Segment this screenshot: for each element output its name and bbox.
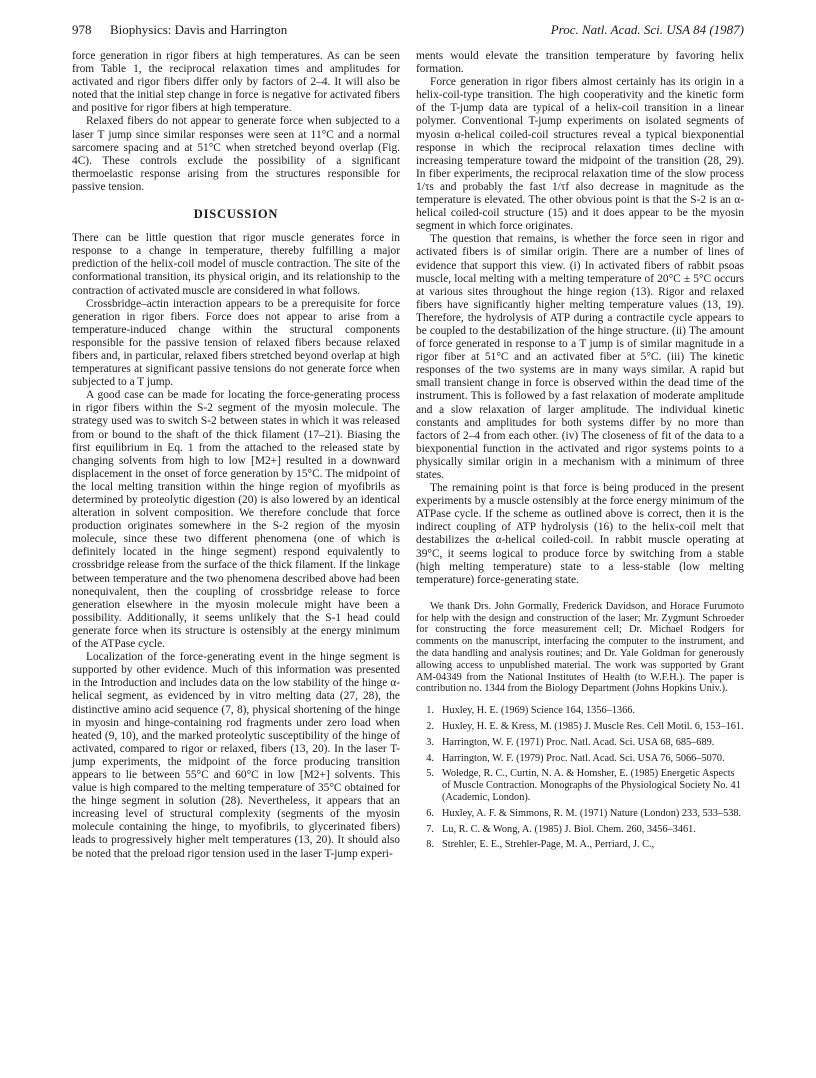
paragraph: ments would elevate the transition temperature by favoring helix formation. [416,50,744,76]
paragraph: A good case can be made for locating the force-generating process in rigor fibers within the S-2 segment of the myosin molecule. The strategy used was to switch S-2 between states in which it was released from or bound to the shaft of the thick filament (17–21). Biasing the first equilibrium in Eq. 1 from the attached to the released state by changing solvents from high to low [M2+] resulted in a downward displacement in the onset of force generation by 15°C. The midpoint of the local melting transition within the hinge region of myofibrils as determined by proteolytic digestion (20) is also lowered by an identical alteration in solvent composition. We therefore conclude that force production originates somewhere in the S-2 region of the myosin molecule, since these two different phenomena (one of which is definitely located in the hinge segment) respond equivalently to crossbridge release from the surface of the thick filament. If the linkage between temperature and the two phenomena described above had been nonequivalent, then the coupling of crossbridge release to force generation elsewhere in the myosin molecule might have been a possibility. Additionally, it seems unlikely that the S-1 head could generate force when its structure is ostensibly at the energy minimum of the ATPase cycle. [72,389,400,651]
acknowledgment: We thank Drs. John Gormally, Frederick Davidson, and Horace Furumoto for help with the design and construction of the laser; Mr. Zygmunt Schroeder for constructing the force measurement cell; Dr. Michael Rodgers for comments on the manuscript, interfacing the computer to the instrument, and the data handling and analysis routines; and Dr. Yale Goldman for generously allowing access to unpublished material. The work was supported by Grant AM-04349 from the National Institutes of Health (to W.F.H.). The paper is contribution no. 1344 from the Biology Department (Johns Hopkins Univ.). [416,600,744,695]
paragraph: force generation in rigor fibers at high temperatures. As can be seen from Table 1, the reciprocal relaxation times and amplitudes for activated and rigor fibers differ only by factors of 2–4. It will also be noted that the initial step change in force is negative for activated fibers and positive for rigor fibers at high temperature. [72,50,400,115]
journal-citation: Proc. Natl. Acad. Sci. USA 84 (1987) [550,22,744,37]
page-number: 978 [72,22,92,37]
reference-item: 4. Harrington, W. F. (1979) Proc. Natl. Acad. Sci. USA 76, 5066–5070. [426,752,725,764]
running-header [72,20,744,40]
paragraph: Relaxed fibers do not appear to generate force when subjected to a laser T jump since similar responses were seen at 11°C and a normal sarcomere spacing and at 51°C when stretched beyond overlap (Fig. 4C). These controls exclude the possibility of a significant thermoelastic response arising from the structures responsible for passive tension. [72,115,400,193]
reference-item: 7. Lu, R. C. & Wong, A. (1985) J. Biol. Chem. 260, 3456–3461. [426,823,696,835]
paragraph: The remaining point is that force is being produced in the present experiments by a muscle ostensibly at the force energy minimum of the ATPase cycle. If the scheme as outlined above is correct, then it is the indirect coupling of ATP hydrolysis (16) to the helix-coil melt that destabilizes the α-helical coiled-coil. In rabbit muscle operating at 39°C, it seems logical to produce force by switching from a stable (high melting temperature) state to a less-stable (low melting temperature) force-generating state. [416,482,744,586]
right-column [416,50,744,855]
reference-item: 1. Huxley, H. E. (1969) Science 164, 1356–1366. [426,705,635,717]
paragraph: The question that remains, is whether the force seen in rigor and activated fibers is of similar origin. There are a number of lines of evidence that support this view. (i) In activated fibers of rabbit psoas muscle, local melting with a melting temperature of 20°C ± 5°C occurs at various sites throughout the hinge region (13). Rigor and relaxed fibers have significantly higher melting temperature values (13, 19). Therefore, the hydrolysis of ATP during a contractile cycle appears to be coupled to the destabilization of the hinge structure. (ii) The amount of force generated in response to a T jump is of similar magnitude in a rigor fiber at 51°C and an activated fiber at 5°C. (iii) The kinetic responses of the two systems are in many ways similar. A rapid but small transient change in force is observed within the dead time of the instrument. This is followed by a fast relaxation of moderate amplitude and a slow relaxation of larger amplitude. The individual kinetic constants and amplitudes for both systems differ by no more than factors of 2–4 from each other. (iv) The closeness of fit of the data to a biexponential function in the activated and rigor systems points to a physically similar origin in a mechanism with a minimum of three states. [416,233,744,481]
paragraph: Localization of the force-generating event in the hinge segment is supported by other evidence. Much of this information was presented in the Introduction and includes data on the low stability of the hinge α-helical segment, as evidenced by in vitro melting data (27, 28), the distinctive amino acid sequence (7, 8), physical shortening of the hinge in myosin and hinge-containing rod fragments under zero load when heated (9, 10), and the marked proteolytic susceptibility of the hinge of activated, compared to rigor or relaxed, fibers (13, 20). In the laser T-jump experiments, the midpoint of the force producing transition appears to lie between 55°C and 60°C in low [M2+] solvents. This value is high compared to the melting temperature of 35°C obtained for the hinge segment in solution (28). Nevertheless, it appears that an increasing level of structural complexity (segments of the myosin molecule containing the hinge, to myofibrils, to glycerinated fibers) leads to progressively higher melt temperatures (13, 20). It should also be noted that the preload rigor tension used in the laser T-jump experi- [72,651,400,860]
paragraph: Force generation in rigor fibers almost certainly has its origin in a helix-coil-type transition. The high cooperativity and the kinetic form of the T-jump data are typical of a helix-coil transition in a linear polymer. Conventional T-jump experiments on isolated segments of myosin α-helical coiled-coil structures reveal a typical biexponential response in which the reciprocal relaxation times decline with increasing temperature toward the midpoint of the transition (28, 29). In fiber experiments, the reciprocal relaxation time of the slow process 1/τs and probably the fast 1/τf also decrease in magnitude as the temperature is elevated. The other obvious point is that the S-2 is an α-helical coiled-coil structure (15) and it does appear to be the myosin segment in which force originates. [416,76,744,233]
running-title: Biophysics: Davis and Harrington [110,22,288,37]
paragraph: There can be little question that rigor muscle generates force in response to a change in temperature, thereby fulfilling a major prediction of the helix-coil model of muscle contraction. The site of the conformational transition, its physical origin, and its relationship to the contraction of activated muscle are considered in what follows. [72,232,400,297]
reference-list [416,705,744,851]
left-column [72,50,400,861]
reference-item: 3. Harrington, W. F. (1971) Proc. Natl. Acad. Sci. USA 68, 685–689. [426,736,715,748]
reference-item: 5. Woledge, R. C., Curtin, N. A. & Homsher, E. (1985) Energetic Aspects of Muscle Contraction. Monographs of the Physiological Society No. 41 (Academic, London). [426,768,741,803]
reference-item: 8. Strehler, E. E., Strehler-Page, M. A., Perriard, J. C., [426,839,655,851]
section-heading: DISCUSSION [193,207,279,222]
reference-item: 2. Huxley, H. E. & Kress, M. (1985) J. Muscle Res. Cell Motil. 6, 153–161. [426,721,744,733]
paragraph: Crossbridge–actin interaction appears to be a prerequisite for force generation in rigor fibers. Force does not appear to arise from a temperature-induced change within the structural components responsible for the passive tension of relaxed fibers because relaxed fibers and, in particular, relaxed fibers stretched beyond overlap at high temperatures at significant passive tensions do not generate force when subjected to a T jump. [72,297,400,389]
reference-item: 6. Huxley, A. F. & Simmons, R. M. (1971) Nature (London) 233, 533–538. [426,807,742,819]
